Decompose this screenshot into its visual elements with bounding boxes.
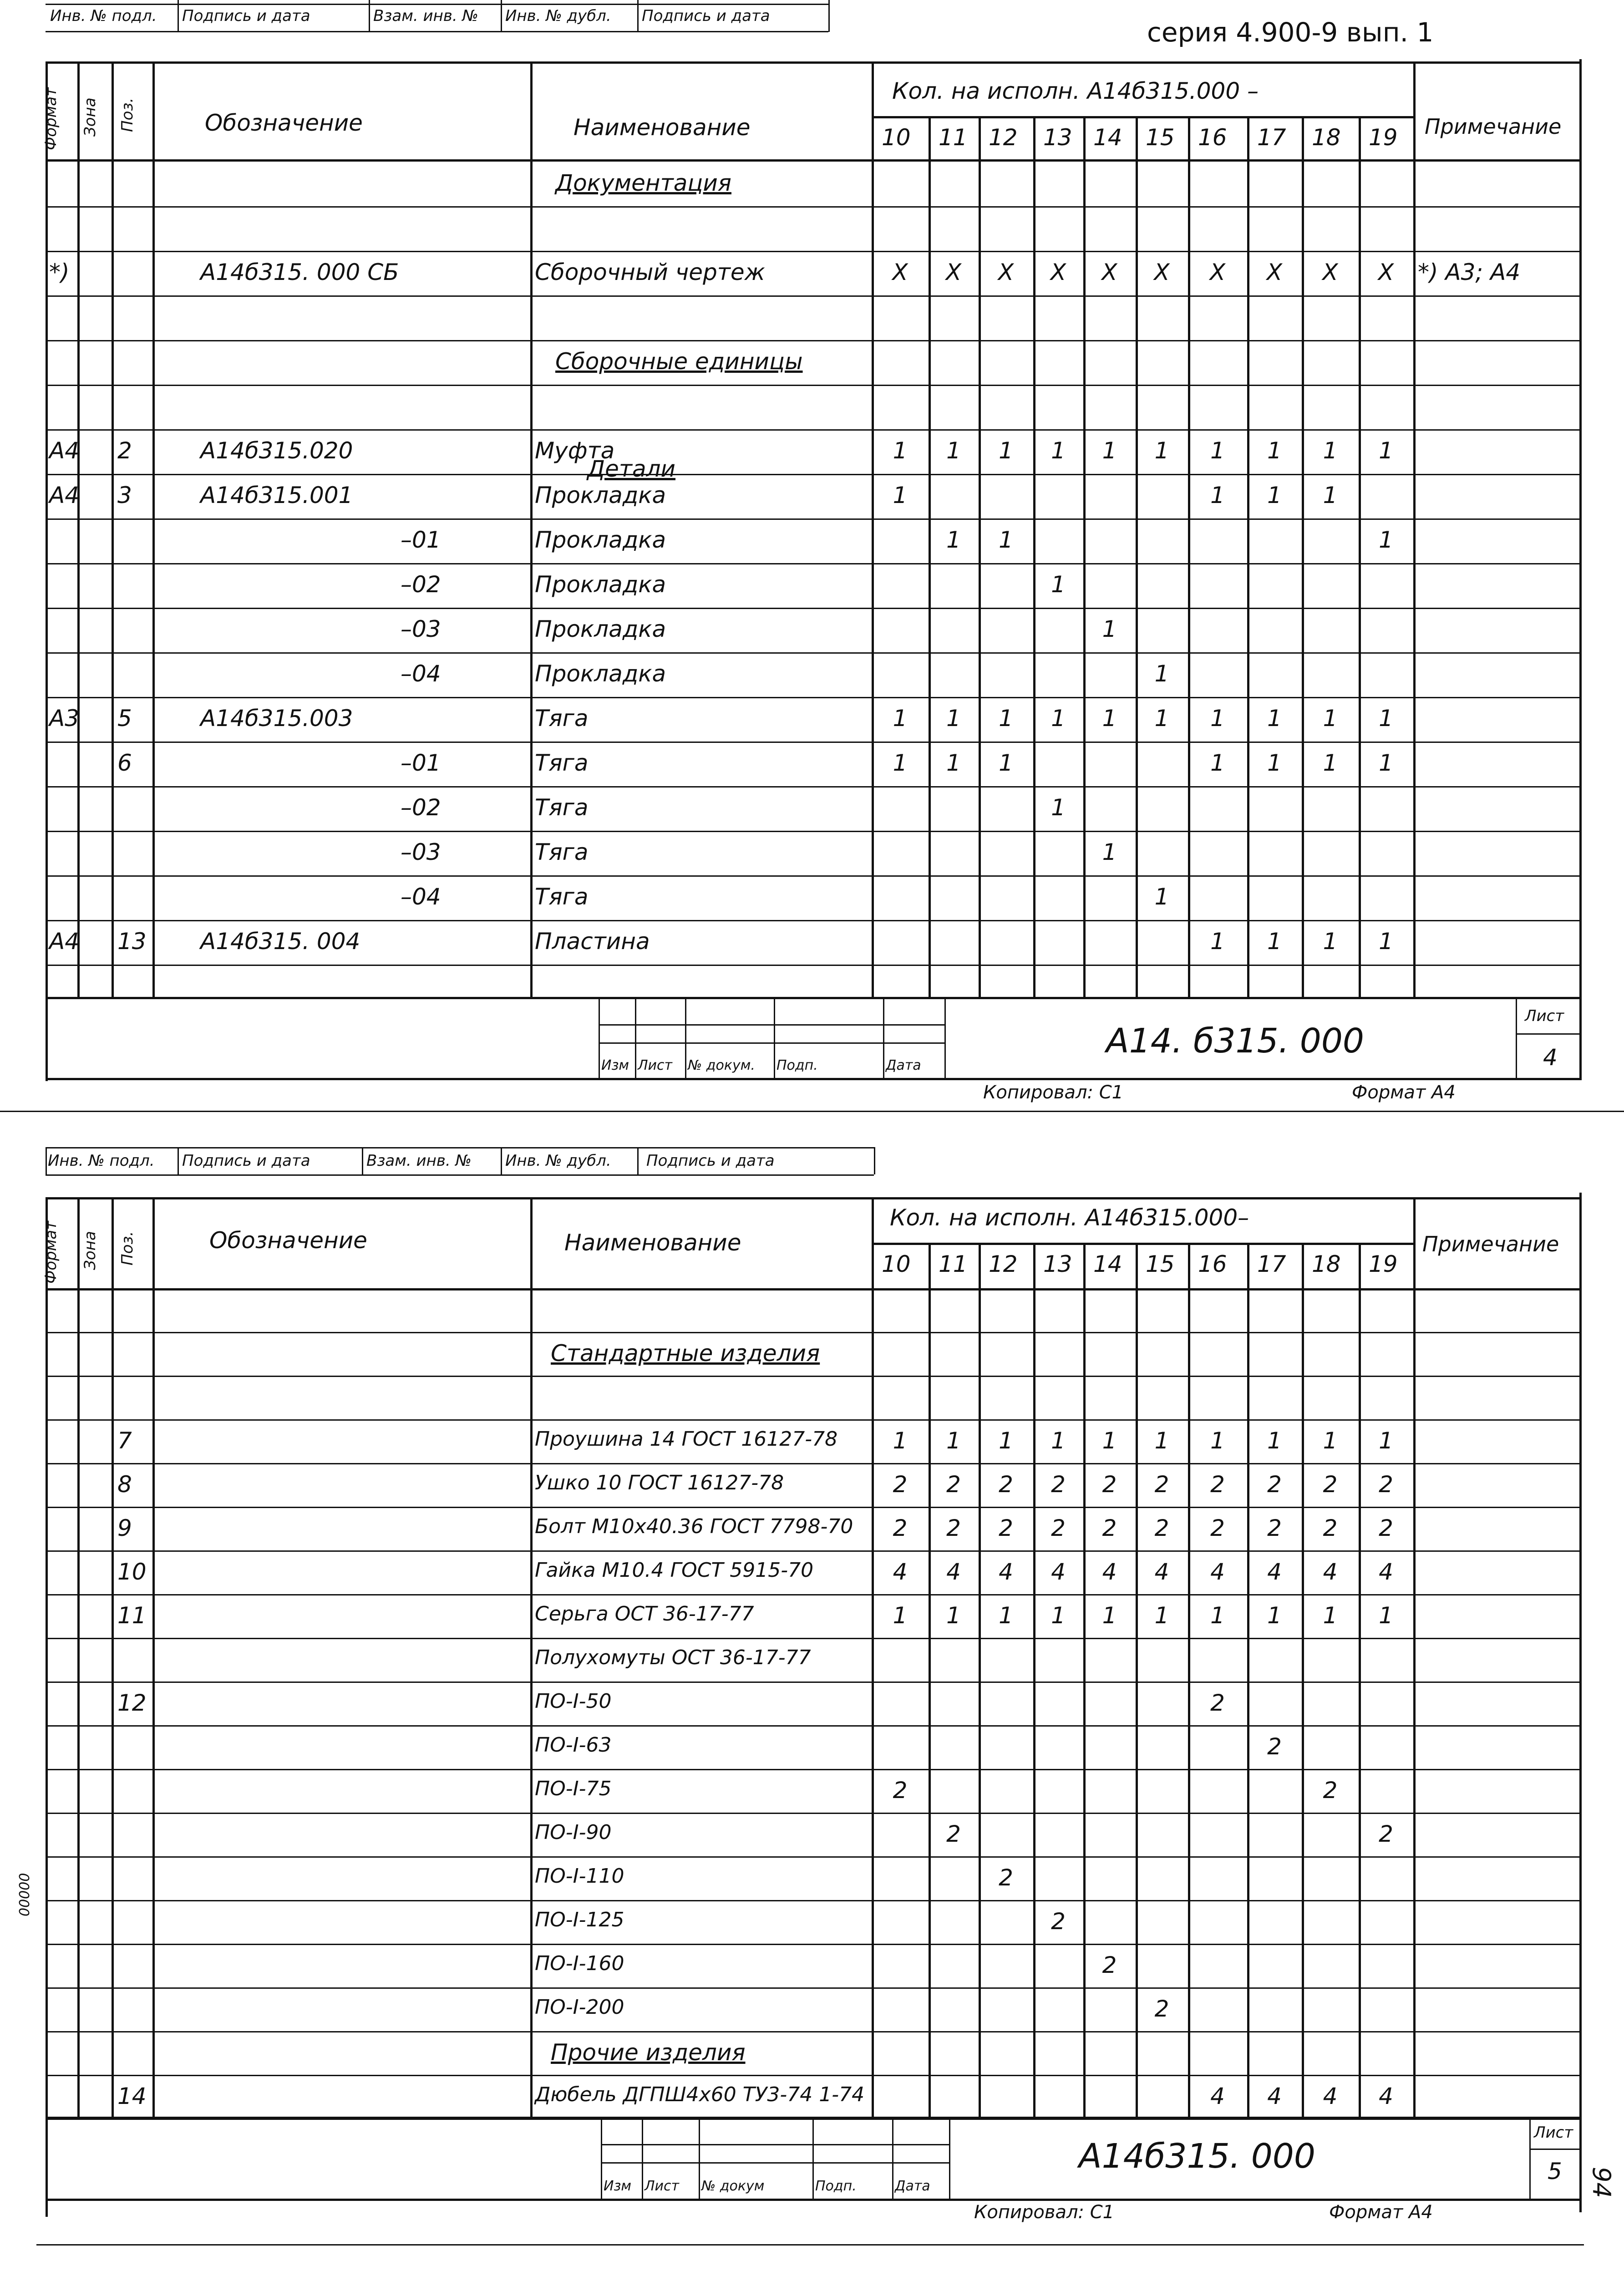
qty-cell: 1 [893, 482, 908, 508]
row-position: 2 [117, 437, 132, 464]
qty-cell: 1 [1051, 437, 1066, 464]
qty-cell: 1 [1379, 928, 1393, 955]
row-designation: –02 [401, 571, 441, 598]
variant-header: 12 [989, 124, 1018, 151]
qty-cell: 4 [1051, 1559, 1066, 1585]
qty-cell: 4 [1210, 1559, 1225, 1585]
qty-cell: 1 [1154, 884, 1169, 910]
variant-header: 17 [1257, 1251, 1286, 1277]
qty-cell: 4 [1210, 2083, 1225, 2109]
series-label: серия 4.900-9 вып. 1 [1147, 17, 1434, 48]
row-name: Проушина 14 ГОСТ 16127-78 [535, 1428, 838, 1451]
row-designation: А14б315.001 [200, 482, 353, 508]
row-name: ПО-I-63 [535, 1733, 612, 1757]
row-name: Сборочный чертеж [535, 259, 765, 285]
qty-cell: 2 [999, 1515, 1013, 1541]
qty-cell: 2 [946, 1471, 961, 1498]
row-name: ПО-I-75 [535, 1777, 612, 1800]
stamp-column-label: Лист [645, 2178, 680, 2194]
qty-cell: 1 [1379, 705, 1393, 732]
variant-header: 18 [1312, 1251, 1341, 1277]
row-position: 6 [117, 750, 132, 776]
top-strip-label: Подпись и дата [646, 1152, 775, 1170]
qty-cell: 1 [1051, 794, 1066, 821]
row-name: Прокладка [535, 482, 666, 508]
qty-cell: 1 [893, 705, 908, 732]
qty-cell: 1 [946, 1428, 961, 1454]
variant-header: 19 [1369, 1251, 1398, 1277]
stamp-column-label: Подп. [815, 2178, 857, 2194]
row-name: Дюбель ДГПШ4х60 ТУ3-74 1-74 [535, 2083, 865, 2106]
qty-cell: 1 [1323, 482, 1338, 508]
row-name: Прокладка [535, 527, 666, 553]
col-note-header: Примечание [1422, 1232, 1559, 1256]
qty-cell: 1 [893, 750, 908, 776]
qty-cell: 1 [1267, 1602, 1282, 1629]
sheet-label: Лист [1525, 1007, 1564, 1025]
qty-cell: 1 [1267, 482, 1282, 508]
row-position: 13 [117, 928, 147, 955]
row-name: ПО-I-110 [535, 1864, 624, 1888]
row-position: 8 [117, 1471, 132, 1498]
qty-cell: 1 [999, 437, 1013, 464]
stamp-column-label: № докум. [688, 1057, 755, 1073]
variant-header: 11 [939, 1251, 968, 1277]
qty-cell: X [1322, 259, 1338, 285]
row-position: 10 [117, 1559, 147, 1585]
qty-cell: 2 [1051, 1471, 1066, 1498]
row-name: Стандартные изделия [551, 1340, 820, 1367]
qty-cell: 1 [1323, 928, 1338, 955]
qty-cell: X [1050, 259, 1066, 285]
qty-cell: 2 [1154, 1515, 1169, 1541]
qty-cell: 2 [1210, 1471, 1225, 1498]
stamp-code: А14б315. 000 [1079, 2137, 1315, 2176]
row-position: 11 [117, 1602, 147, 1629]
qty-cell: X [1154, 259, 1170, 285]
qty-cell: 2 [893, 1471, 908, 1498]
row-name: Прокладка [535, 571, 666, 598]
stamp-column-label: Изм [601, 1057, 629, 1073]
row-designation: А14б315. 000 СБ [200, 259, 399, 285]
stamp-column-label: Дата [886, 1057, 921, 1073]
qty-cell: 2 [999, 1471, 1013, 1498]
row-name: ПО-I-90 [535, 1821, 612, 1844]
top-strip-label: Инв. № подл. [50, 7, 157, 25]
qty-cell: 2 [1323, 1515, 1338, 1541]
qty-cell: 2 [1154, 1471, 1169, 1498]
qty-cell: 1 [946, 527, 961, 553]
top-strip-label: Подпись и дата [642, 7, 770, 25]
stamp-column-label: Лист [638, 1057, 673, 1073]
row-name: ПО-I-125 [535, 1908, 624, 1931]
qty-cell: 4 [1379, 2083, 1393, 2109]
qty-cell: 1 [1102, 437, 1117, 464]
qty-cell: 2 [1210, 1515, 1225, 1541]
qty-cell: 1 [946, 1602, 961, 1629]
qty-cell: 1 [1102, 839, 1117, 865]
qty-title: Кол. на исполн. А14б315.000 – [892, 78, 1259, 104]
row-position: 3 [117, 482, 132, 508]
format-label: Формат А4 [1329, 2202, 1433, 2223]
qty-cell: X [945, 259, 962, 285]
col-pos-header: Поз. [118, 97, 137, 132]
qty-cell: 1 [1210, 1602, 1225, 1629]
row-name: Тяга [535, 839, 589, 865]
row-designation: –04 [401, 884, 441, 910]
qty-cell: 1 [946, 750, 961, 776]
col-note-header: Примечание [1425, 114, 1562, 139]
qty-cell: 2 [1102, 1952, 1117, 1978]
col-pos-header: Поз. [118, 1231, 137, 1265]
qty-cell: 1 [1102, 616, 1117, 642]
qty-cell: 1 [1267, 928, 1282, 955]
variant-header: 10 [882, 124, 911, 151]
col-format-header: Формат [42, 87, 60, 150]
qty-cell: 1 [1051, 705, 1066, 732]
stamp-code: А14. б315. 000 [1106, 1021, 1364, 1061]
row-name: ПО-I-160 [535, 1952, 624, 1975]
qty-cell: 4 [1323, 1559, 1338, 1585]
margin-mark: 00000 [17, 1873, 33, 1916]
top-strip-label: Взам. инв. № [366, 1152, 472, 1170]
qty-cell: 1 [1379, 527, 1393, 553]
row-designation: –02 [401, 794, 441, 821]
qty-cell: 1 [1051, 1602, 1066, 1629]
row-position: 12 [117, 1690, 147, 1716]
row-name: Серьга ОСТ 36-17-77 [535, 1602, 754, 1626]
top-strip-label: Инв. № дубл. [505, 1152, 611, 1170]
row-designation: А14б315. 004 [200, 928, 360, 955]
qty-cell: 4 [1102, 1559, 1117, 1585]
copied-by: Копировал: С1 [983, 1082, 1124, 1103]
col-zone-header: Зона [81, 1231, 99, 1270]
sheet-label: Лист [1534, 2124, 1573, 2142]
variant-header: 14 [1093, 1251, 1122, 1277]
qty-cell: 1 [893, 1602, 908, 1629]
qty-cell: 1 [1154, 1602, 1169, 1629]
variant-header: 12 [989, 1251, 1018, 1277]
qty-cell: 1 [1102, 1428, 1117, 1454]
sheet-number: 4 [1543, 1044, 1558, 1071]
row-name: Тяга [535, 750, 589, 776]
qty-cell: 1 [1210, 482, 1225, 508]
row-designation: –03 [401, 616, 441, 642]
qty-cell: 1 [1210, 437, 1225, 464]
variant-header: 10 [882, 1251, 911, 1277]
row-name: Ушко 10 ГОСТ 16127-78 [535, 1471, 784, 1494]
qty-cell: 1 [1154, 705, 1169, 732]
qty-cell: X [1266, 259, 1283, 285]
qty-cell: 1 [999, 1602, 1013, 1629]
row-designation: –01 [401, 750, 441, 776]
top-strip-label: Подпись и дата [182, 1152, 310, 1170]
qty-cell: 2 [1267, 1733, 1282, 1760]
stamp-column-label: Подп. [776, 1057, 818, 1073]
top-strip-label: Инв. № дубл. [505, 7, 611, 25]
qty-cell: 2 [1102, 1471, 1117, 1498]
qty-cell: 1 [1154, 660, 1169, 687]
qty-cell: 1 [1267, 1428, 1282, 1454]
qty-cell: 1 [999, 750, 1013, 776]
qty-cell: 2 [946, 1515, 961, 1541]
row-note: *) А3; А4 [1418, 259, 1521, 285]
qty-cell: 1 [1323, 705, 1338, 732]
row-name: ПО-I-50 [535, 1690, 612, 1713]
variant-header: 19 [1369, 124, 1398, 151]
row-format: А3 [49, 705, 80, 732]
qty-cell: 2 [1102, 1515, 1117, 1541]
col-designation-header: Обозначение [209, 1227, 367, 1254]
row-name: Тяга [535, 705, 589, 732]
col-zone-header: Зона [81, 97, 99, 137]
row-name: Прочие изделия [551, 2039, 746, 2066]
stamp-column-label: № докум [701, 2178, 765, 2194]
row-format: А4 [49, 437, 80, 464]
qty-cell: 1 [1154, 437, 1169, 464]
row-format: А4 [49, 928, 80, 955]
qty-cell: 1 [946, 705, 961, 732]
qty-cell: 1 [1102, 1602, 1117, 1629]
row-name: Прокладка [535, 660, 666, 687]
variant-header: 13 [1043, 124, 1072, 151]
qty-cell: 4 [1379, 1559, 1393, 1585]
qty-cell: 2 [893, 1515, 908, 1541]
qty-cell: 2 [1379, 1471, 1393, 1498]
qty-cell: 1 [1323, 437, 1338, 464]
qty-cell: 4 [1323, 2083, 1338, 2109]
row-designation: –03 [401, 839, 441, 865]
variant-header: 13 [1043, 1251, 1072, 1277]
row-name: Пластина [535, 928, 650, 955]
qty-cell: 2 [1379, 1515, 1393, 1541]
variant-header: 16 [1198, 1251, 1227, 1277]
row-name: Тяга [535, 794, 589, 821]
qty-cell: 4 [1267, 2083, 1282, 2109]
variant-header: 15 [1146, 124, 1175, 151]
qty-cell: X [1209, 259, 1226, 285]
qty-cell: 2 [1323, 1471, 1338, 1498]
row-position: 7 [117, 1428, 132, 1454]
row-format: А4 [49, 482, 80, 508]
variant-header: 18 [1312, 124, 1341, 151]
col-name-header: Наименование [564, 1229, 741, 1256]
qty-cell: 1 [1379, 750, 1393, 776]
col-format-header: Формат [42, 1221, 60, 1284]
top-strip-label: Взам. инв. № [373, 7, 478, 25]
row-subheading: Детали [587, 456, 676, 482]
qty-cell: 1 [1379, 437, 1393, 464]
qty-cell: 2 [946, 1821, 961, 1847]
qty-cell: 1 [946, 437, 961, 464]
variant-header: 16 [1198, 124, 1227, 151]
row-position: 14 [117, 2083, 147, 2109]
qty-cell: 1 [1323, 750, 1338, 776]
row-name: Полухомуты ОСТ 36-17-77 [535, 1646, 811, 1669]
qty-cell: 2 [1267, 1471, 1282, 1498]
qty-cell: X [998, 259, 1014, 285]
stamp-column-label: Изм [604, 2178, 632, 2194]
qty-cell: 4 [946, 1559, 961, 1585]
qty-cell: 4 [893, 1559, 908, 1585]
qty-cell: 1 [1379, 1428, 1393, 1454]
qty-cell: 2 [1267, 1515, 1282, 1541]
qty-cell: 2 [1379, 1821, 1393, 1847]
col-name-header: Наименование [573, 114, 751, 141]
qty-cell: 1 [1323, 1602, 1338, 1629]
qty-cell: 1 [999, 705, 1013, 732]
row-name: Документация [555, 170, 731, 196]
qty-cell: 1 [999, 1428, 1013, 1454]
row-name: Тяга [535, 884, 589, 910]
variant-header: 17 [1257, 124, 1286, 151]
qty-cell: 1 [999, 527, 1013, 553]
row-name: ПО-I-200 [535, 1996, 624, 2019]
qty-cell: 2 [1210, 1690, 1225, 1716]
row-designation: –04 [401, 660, 441, 687]
row-name: Прокладка [535, 616, 666, 642]
row-format: *) [49, 259, 70, 285]
row-name: Сборочные единицы [555, 348, 803, 375]
row-designation: –01 [401, 527, 441, 553]
variant-header: 15 [1146, 1251, 1175, 1277]
col-designation-header: Обозначение [205, 110, 363, 136]
qty-cell: 1 [1154, 1428, 1169, 1454]
copied-by: Копировал: С1 [974, 2202, 1115, 2223]
qty-cell: 2 [1051, 1908, 1066, 1935]
qty-cell: 2 [1154, 1996, 1169, 2022]
qty-cell: 2 [893, 1777, 908, 1804]
variant-header: 14 [1093, 124, 1122, 151]
qty-cell: 1 [1051, 1428, 1066, 1454]
row-position: 5 [117, 705, 132, 732]
stamp-column-label: Дата [895, 2178, 930, 2194]
qty-cell: 1 [1267, 705, 1282, 732]
qty-cell: 4 [1267, 1559, 1282, 1585]
qty-cell: 1 [1210, 750, 1225, 776]
qty-cell: 2 [1323, 1777, 1338, 1804]
row-name: Муфта [535, 437, 615, 464]
format-label: Формат А4 [1352, 1082, 1456, 1103]
top-strip-label: Инв. № подл. [48, 1152, 155, 1170]
sheet-number: 5 [1548, 2158, 1562, 2185]
qty-cell: 1 [1323, 1428, 1338, 1454]
qty-cell: 2 [1051, 1515, 1066, 1541]
row-designation: А14б315.003 [200, 705, 353, 732]
row-designation: А14б315.020 [200, 437, 353, 464]
qty-cell: 1 [1267, 437, 1282, 464]
qty-cell: 1 [1210, 1428, 1225, 1454]
qty-cell: X [892, 259, 908, 285]
row-position: 9 [117, 1515, 132, 1541]
qty-cell: 1 [1051, 571, 1066, 598]
qty-cell: 1 [1267, 750, 1282, 776]
qty-cell: 1 [893, 437, 908, 464]
qty-cell: X [1101, 259, 1117, 285]
qty-cell: 1 [1210, 705, 1225, 732]
qty-cell: 1 [1379, 1602, 1393, 1629]
qty-cell: 2 [999, 1864, 1013, 1891]
qty-cell: 1 [1210, 928, 1225, 955]
qty-title: Кол. на исполн. А14б315.000– [890, 1204, 1249, 1231]
row-name: Гайка М10.4 ГОСТ 5915-70 [535, 1559, 814, 1582]
page-number: 94 [1587, 2167, 1616, 2198]
variant-header: 11 [939, 124, 968, 151]
qty-cell: 1 [893, 1428, 908, 1454]
qty-cell: 1 [1102, 705, 1117, 732]
qty-cell: 4 [1154, 1559, 1169, 1585]
top-strip-label: Подпись и дата [182, 7, 310, 25]
row-name: Болт М10х40.36 ГОСТ 7798-70 [535, 1515, 853, 1538]
qty-cell: 4 [999, 1559, 1013, 1585]
qty-cell: X [1378, 259, 1394, 285]
